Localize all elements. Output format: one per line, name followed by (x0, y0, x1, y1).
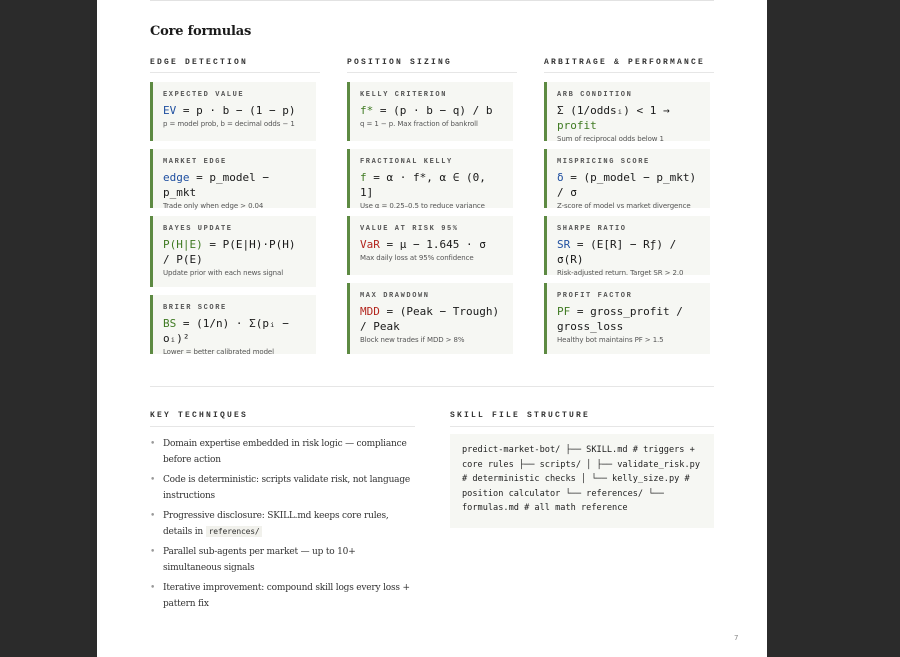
formula-expression: = (1/n) · Σ(pᵢ − oᵢ)² (163, 317, 296, 345)
card-formula (557, 237, 702, 267)
card-note: Sum of reciprocal odds below 1 (557, 135, 664, 143)
formula-expression: = (p_model − p_mkt) / σ (557, 171, 703, 199)
list-item-text: Code is deterministic: scripts validate risk, not language instructions (163, 475, 411, 501)
card-label: MAX DRAWDOWN (360, 292, 430, 300)
formula-expression: = (p · b − q) / b (373, 104, 493, 117)
page-number: 7 (734, 634, 739, 642)
list-item (150, 436, 415, 468)
formula-symbol: MDD (360, 305, 380, 318)
formula-card-brier-score (150, 295, 316, 354)
formula-symbol: BS (163, 317, 177, 330)
list-item-text: Iterative improvement: compound skill logs every loss + pattern fix (163, 583, 410, 609)
list-item (150, 580, 415, 612)
column-heading-edge-detection: EDGE DETECTION (150, 58, 249, 67)
formula-expression: = p · b − (1 − p) (176, 104, 296, 117)
formula-symbol: δ (557, 171, 564, 184)
card-label: FRACTIONAL KELLY (360, 158, 453, 166)
list-item (150, 508, 415, 540)
formula-symbol: VaR (360, 238, 380, 251)
formula-symbol: P(H|E) (163, 238, 203, 251)
inline-code: references/ (206, 526, 263, 537)
section-title: Core formulas (150, 24, 252, 39)
section-rule (450, 426, 714, 427)
top-rule (150, 0, 714, 1)
card-note: Block new trades if MDD > 8% (360, 336, 465, 344)
card-note: Risk-adjusted return. Target SR > 2.0 (557, 269, 684, 277)
formula-card-sharpe-ratio (544, 216, 710, 275)
formula-symbol: profit (557, 119, 597, 132)
card-formula (360, 103, 505, 118)
card-label: MARKET EDGE (163, 158, 227, 166)
list-item-text: Progressive disclosure: SKILL.md keeps core rules, details in (163, 511, 389, 537)
card-formula (360, 304, 505, 334)
document-page (97, 0, 767, 657)
card-note: Z-score of model vs market divergence (557, 202, 691, 210)
formula-expression: = P(E|H)·P(H) / P(E) (163, 238, 303, 266)
card-label: BAYES UPDATE (163, 225, 233, 233)
card-note: Max daily loss at 95% confidence (360, 254, 474, 262)
formula-expression: = (Peak − Trough) / Peak (360, 305, 506, 333)
column-heading-position-sizing: POSITION SIZING (347, 58, 453, 67)
formula-card-expected-value (150, 82, 316, 141)
card-label: PROFIT FACTOR (557, 292, 633, 300)
formula-expression: = gross_profit / gross_loss (557, 305, 690, 333)
formula-card-mispricing-score (544, 149, 710, 208)
list-item (150, 544, 415, 576)
card-label: MISPRICING SCORE (557, 158, 650, 166)
formula-card-value-at-risk (347, 216, 513, 275)
column-rule (544, 72, 714, 73)
formula-card-max-drawdown (347, 283, 513, 354)
formula-symbol: edge (163, 171, 190, 184)
section-divider (150, 386, 714, 387)
formula-expression: = α · f*, α ∈ (0, 1] (360, 171, 493, 199)
formula-symbol: PF (557, 305, 571, 318)
formula-card-fractional-kelly (347, 149, 513, 208)
card-formula (163, 170, 308, 200)
formula-expression: = p_model − p_mkt (163, 171, 276, 199)
card-formula (163, 237, 308, 267)
formula-card-market-edge (150, 149, 316, 208)
list-item-text: Parallel sub-agents per market — up to 10+ simultaneous signals (163, 547, 356, 573)
card-label: VALUE AT RISK 95% (360, 225, 459, 233)
column-rule (347, 72, 517, 73)
card-formula (163, 103, 308, 118)
skill-file-code-block: predict-market-bot/ ├── SKILL.md # triggers + core rules ├── scripts/ │ ├── validate_risk.py # deterministic checks │ └── kelly_size.py # position calculator └── references/ └── formulas.md # all math reference (450, 434, 714, 528)
key-techniques-heading: KEY TECHNIQUES (150, 411, 249, 420)
card-label: SHARPE RATIO (557, 225, 627, 233)
card-formula (557, 103, 702, 133)
card-formula (557, 170, 702, 200)
formula-card-kelly-criterion (347, 82, 513, 141)
card-formula (557, 304, 702, 334)
card-note: Trade only when edge > 0.04 (163, 202, 264, 210)
formula-symbol: EV (163, 104, 177, 117)
card-note: Lower = better calibrated model (163, 348, 274, 356)
card-formula (163, 316, 308, 346)
formula-card-bayes-update (150, 216, 316, 287)
skill-file-structure-heading: SKILL FILE STRUCTURE (450, 411, 591, 420)
formula-card-profit-factor (544, 283, 710, 354)
card-note: p = model prob, b = decimal odds − 1 (163, 120, 295, 128)
card-note: Update prior with each news signal (163, 269, 284, 277)
card-label: BRIER SCORE (163, 304, 227, 312)
card-formula (360, 170, 505, 200)
column-rule (150, 72, 320, 73)
list-item (150, 472, 415, 504)
card-note: Use α = 0.25–0.5 to reduce variance (360, 202, 485, 210)
card-note: q = 1 − p. Max fraction of bankroll (360, 120, 478, 128)
formula-expression: Σ (1/oddsᵢ) < 1 → (557, 104, 677, 117)
card-label: KELLY CRITERION (360, 91, 448, 99)
formula-card-arb-condition (544, 82, 710, 141)
formula-symbol: f (360, 171, 367, 184)
key-techniques-list (150, 436, 415, 616)
card-label: EXPECTED VALUE (163, 91, 245, 99)
formula-expression: = (E[R] − Rƒ) / σ(R) (557, 238, 683, 266)
column-heading-arbitrage: ARBITRAGE & PERFORMANCE (544, 58, 706, 67)
card-label: ARB CONDITION (557, 91, 633, 99)
section-rule (150, 426, 415, 427)
formula-expression: = μ − 1.645 · σ (379, 238, 486, 251)
card-formula (360, 237, 505, 252)
formula-symbol: f* (360, 104, 374, 117)
list-item-text: Domain expertise embedded in risk logic — compliance before action (163, 439, 407, 465)
formula-symbol: SR (557, 238, 571, 251)
card-note: Healthy bot maintains PF > 1.5 (557, 336, 664, 344)
